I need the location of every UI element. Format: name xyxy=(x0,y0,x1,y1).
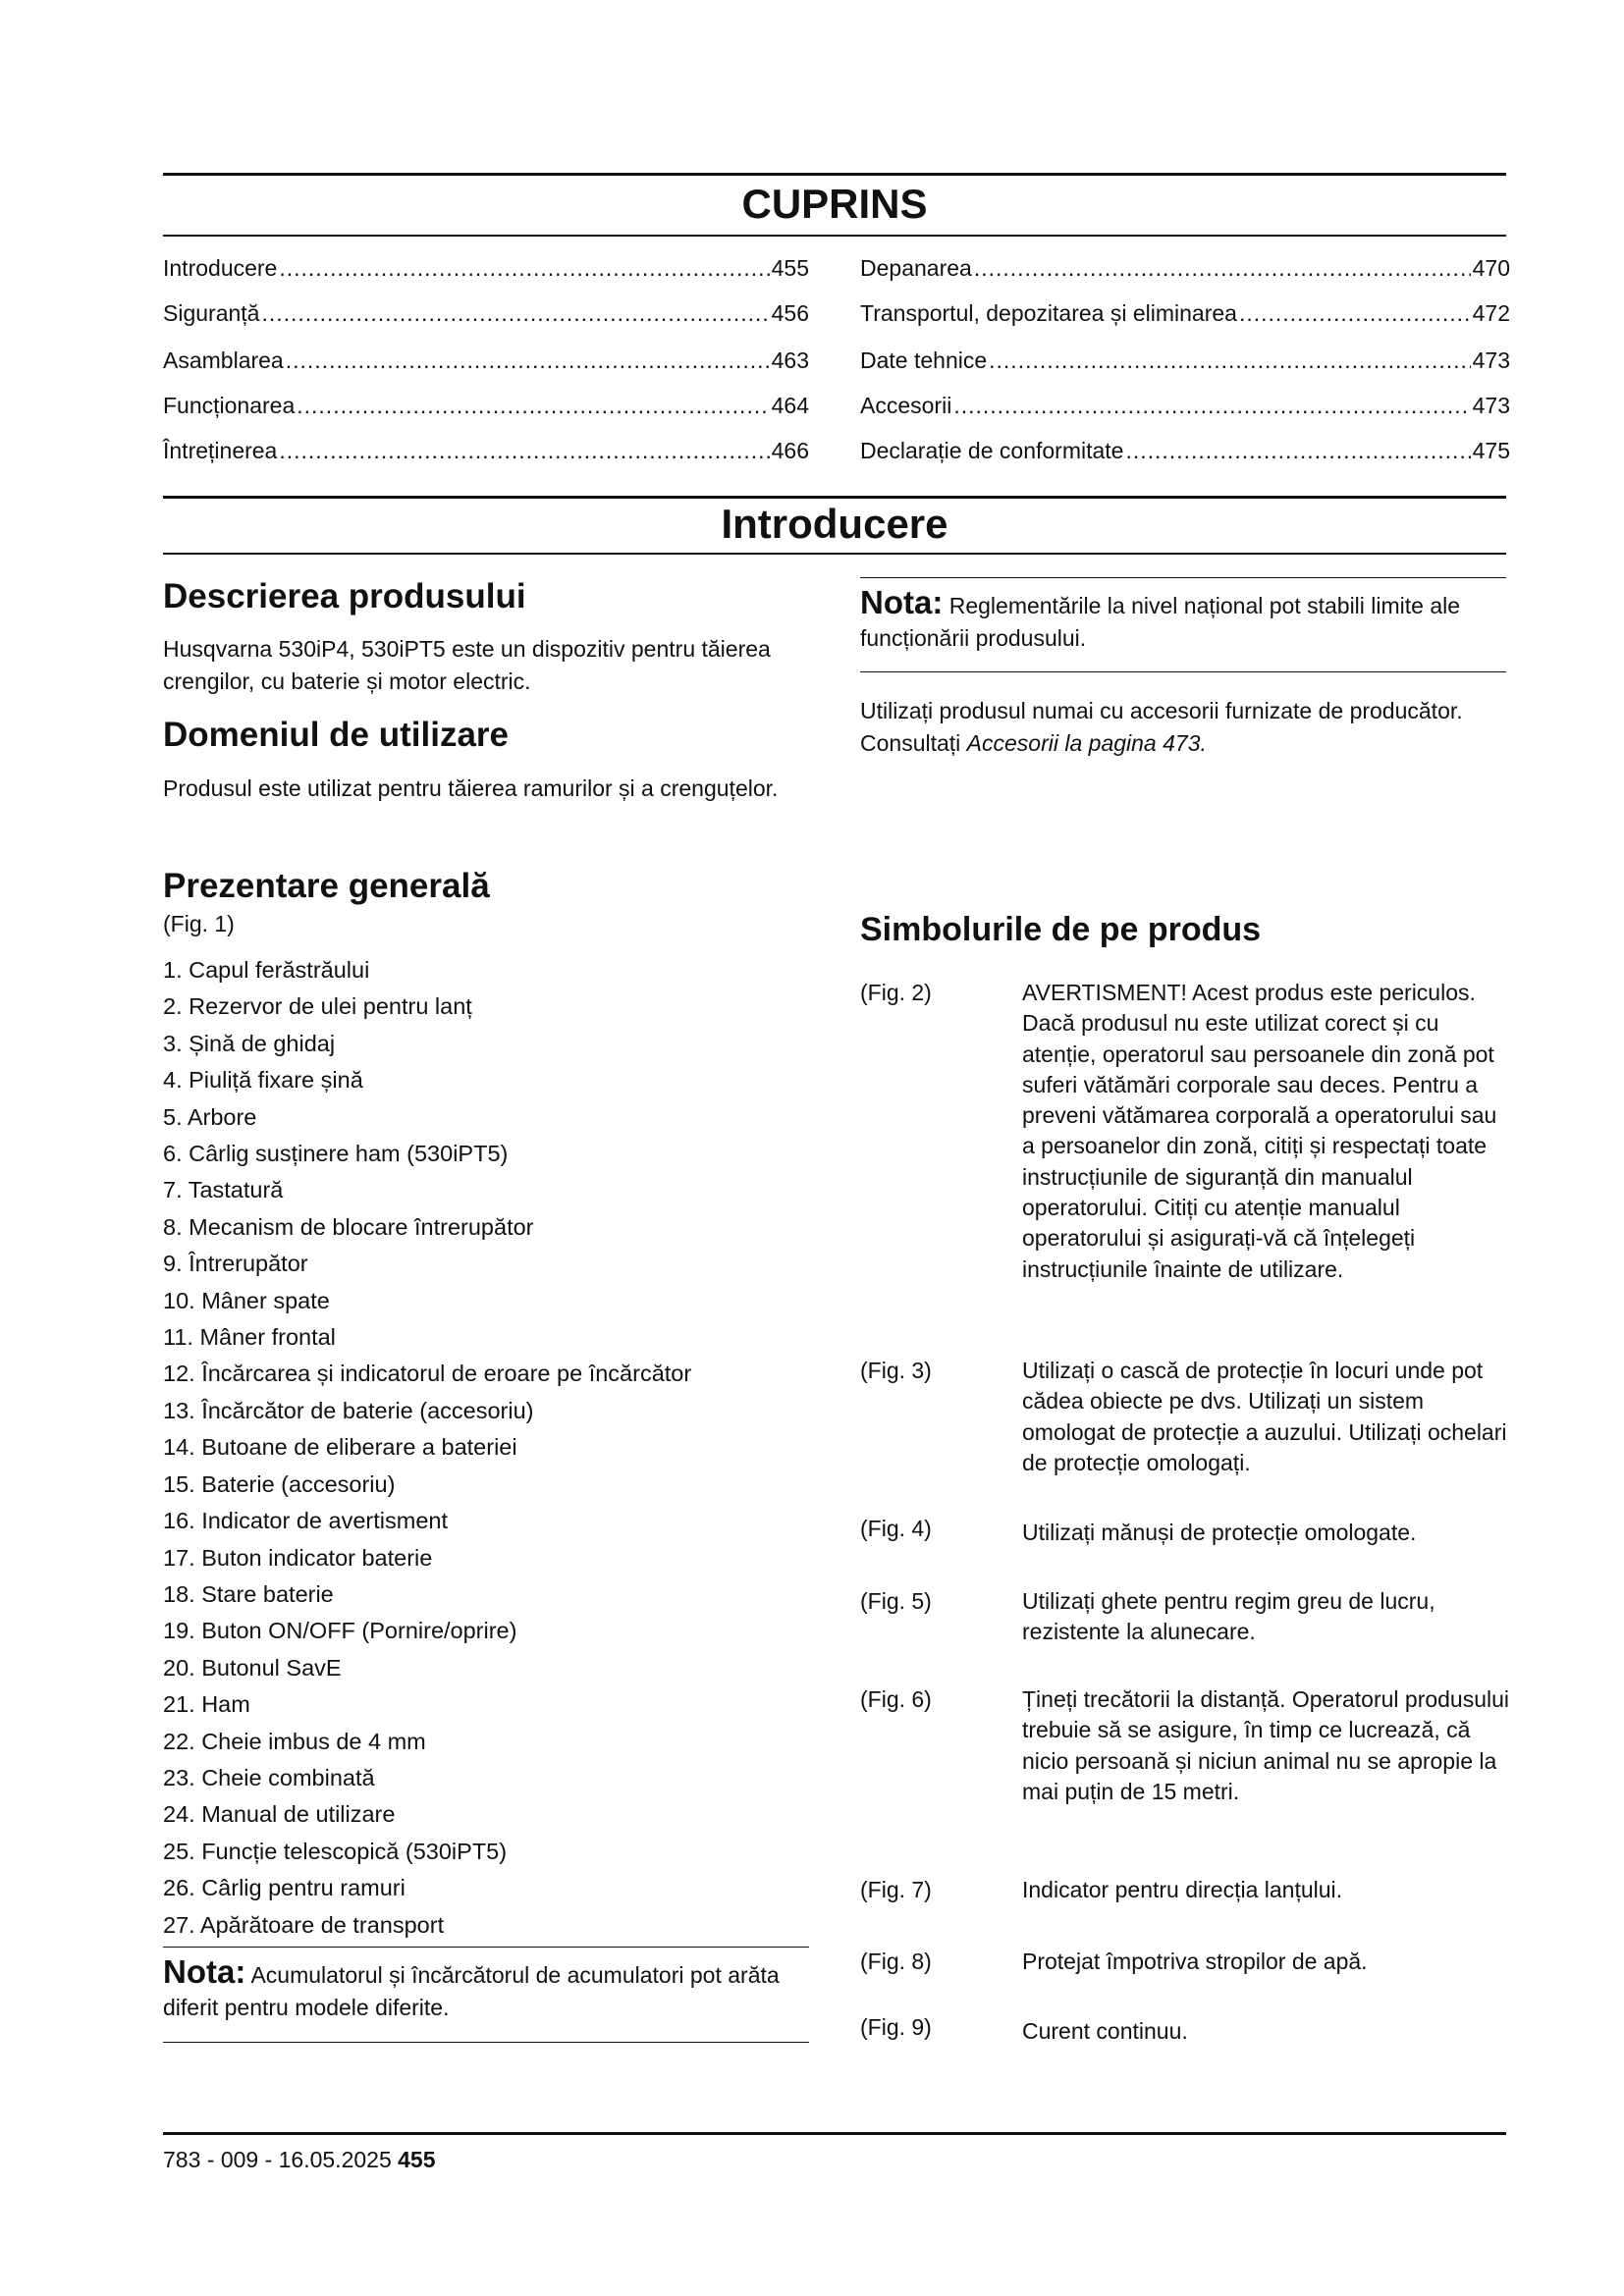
list-item: 14. Butoane de eliberare a bateriei xyxy=(163,1434,517,1461)
list-item: 25. Funcție telescopică (530iPT5) xyxy=(163,1838,508,1864)
accesorii-paragraph xyxy=(860,695,1489,760)
intro-title-rule xyxy=(163,553,1506,555)
descriere-heading: Descrierea produsului xyxy=(163,577,526,615)
list-item: 6. Cârlig susținere ham (530iPT5) xyxy=(163,1141,509,1167)
list-item: 18. Stare baterie xyxy=(163,1580,334,1607)
list-item: 11. Mâner frontal xyxy=(163,1324,336,1351)
intro-title: Introducere xyxy=(721,501,948,547)
symbol-description: Utilizați mănuși de protecție omologate. xyxy=(1022,1520,1417,1545)
symbol-fig-label: (Fig. 2) xyxy=(860,980,932,1005)
list-item: 16. Indicator de avertisment xyxy=(163,1508,448,1534)
symbol-fig-label: (Fig. 7) xyxy=(860,1877,932,1902)
descriere-text: Husqvarna 530iP4, 530iPT5 este un dispozitiv pentru tăierea crengilor, cu baterie și motor electric. xyxy=(163,636,771,694)
symbol-fig-label: (Fig. 9) xyxy=(860,2014,932,2040)
list-item: 8. Mecanism de blocare întrerupător xyxy=(163,1213,534,1240)
nota-text: Reglementările la nivel național pot stabili limite ale funcționării produsului. xyxy=(860,593,1461,651)
page-number: 455 xyxy=(398,2147,436,2172)
nota-left-bottom-rule xyxy=(163,2042,809,2043)
toc-entry[interactable]: Accesorii ..... 473 xyxy=(860,391,1510,420)
nota-left xyxy=(163,1955,809,2024)
list-item: 12. Încărcarea și indicatorul de eroare pe încărcător xyxy=(163,1361,692,1387)
symbol-fig-label: (Fig. 8) xyxy=(860,1949,932,1974)
list-item: 26. Cârlig pentru ramuri xyxy=(163,1875,406,1901)
accesorii-text: Utilizați produsul numai cu accesorii furnizate de producător. Consultați xyxy=(860,698,1463,756)
list-item: 17. Buton indicator baterie xyxy=(163,1544,433,1571)
list-item: 23. Cheie combinată xyxy=(163,1764,375,1790)
footer-code: 783 - 009 - 16.05.2025 xyxy=(163,2147,392,2172)
toc-title: CUPRINS xyxy=(741,181,928,227)
nota-right xyxy=(860,586,1506,655)
symbol-fig-label: (Fig. 5) xyxy=(860,1588,932,1614)
toc-entry[interactable]: Introducere ..... 455 xyxy=(163,253,809,283)
prezentare-heading: Prezentare generală xyxy=(163,867,490,905)
symbol-description: AVERTISMENT! Acest produs este periculos. Dacă produsul nu este utilizat corect și cu atenție, operatorul sau persoanele din zonă pot suferi vătămări corporale sau deces. Pentru a preveni vătămarea corporală a operatorului sau a persoanelor din zonă, citiți și respectați toate instrucțiunile de siguranță din manualul operatorului. Citiți cu atenție manualul operatorului și asigurați-vă că înțelegeți instrucțiunile înainte de utilizare. xyxy=(1022,980,1497,1282)
symbol-description: Protejat împotriva stropilor de apă. xyxy=(1022,1949,1368,1974)
list-item: 22. Cheie imbus de 4 mm xyxy=(163,1728,426,1754)
toc-entry[interactable]: Asamblarea ..... 463 xyxy=(163,346,809,375)
nota-text: Acumulatorul și încărcătorul de acumulatori pot arăta diferit pentru modele diferite. xyxy=(163,1962,780,2020)
list-item: 19. Buton ON/OFF (Pornire/oprire) xyxy=(163,1618,517,1644)
toc-entry[interactable]: Siguranță ..... 456 xyxy=(163,298,809,328)
list-item: 4. Piuliță fixare șină xyxy=(163,1067,363,1094)
symbol-fig-label: (Fig. 4) xyxy=(860,1516,932,1541)
nota-label: Nota: xyxy=(163,1953,246,1990)
nota-right-bottom-rule xyxy=(860,671,1506,672)
list-item: 1. Capul ferăstrăului xyxy=(163,957,370,983)
toc-entry[interactable]: Transportul, depozitarea și eliminarea ..... 472 xyxy=(860,298,1510,328)
symbol-description: Țineți trecătorii la distanță. Operatorul produsului trebuie să se asigure, în timp ce lucrează, că nicio persoană și niciun animal nu se apropie la mai puțin de 15 metri. xyxy=(1022,1686,1510,1804)
symbol-fig-label: (Fig. 6) xyxy=(860,1686,932,1712)
toc-entry[interactable]: Date tehnice ..... 473 xyxy=(860,346,1510,375)
list-item: 2. Rezervor de ulei pentru lanț xyxy=(163,993,472,1020)
list-item: 3. Șină de ghidaj xyxy=(163,1030,336,1056)
accesorii-link[interactable]: Accesorii la pagina 473. xyxy=(966,730,1207,756)
toc-entry[interactable]: Întreținerea ..... 466 xyxy=(163,436,809,465)
prezentare-fig: (Fig. 1) xyxy=(163,911,235,936)
list-item: 7. Tastatură xyxy=(163,1177,284,1203)
list-item: 5. Arbore xyxy=(163,1103,257,1130)
toc-entry[interactable]: Depanarea ..... 470 xyxy=(860,253,1510,283)
nota-right-top-rule xyxy=(860,577,1506,578)
list-item: 9. Întrerupător xyxy=(163,1251,308,1277)
page-footer xyxy=(163,2145,436,2174)
list-item: 20. Butonul SavE xyxy=(163,1654,342,1681)
list-item: 13. Încărcător de baterie (accesoriu) xyxy=(163,1397,534,1423)
domeniu-text: Produsul este utilizat pentru tăierea ramurilor și a crenguțelor. xyxy=(163,775,779,801)
symbol-description: Utilizați o cască de protecție în locuri unde pot cădea obiecte pe dvs. Utilizați un sistem omologat de protecție a auzului. Utilizați ochelari de protecție omologați. xyxy=(1022,1358,1507,1475)
footer-rule xyxy=(163,2132,1506,2135)
toc-entry[interactable]: Funcționarea ..... 464 xyxy=(163,391,809,420)
nota-left-top-rule xyxy=(163,1947,809,1948)
symbol-description: Utilizați ghete pentru regim greu de lucru, rezistente la alunecare. xyxy=(1022,1588,1435,1645)
list-item: 27. Apărătoare de transport xyxy=(163,1911,445,1938)
symbol-fig-label: (Fig. 3) xyxy=(860,1358,932,1383)
symbol-description: Indicator pentru direcția lanțului. xyxy=(1022,1877,1343,1902)
symbol-description: Curent continuu. xyxy=(1022,2018,1188,2044)
toc-title-rule xyxy=(163,235,1506,237)
list-item: 15. Baterie (accesoriu) xyxy=(163,1470,396,1497)
component-list xyxy=(163,952,691,1944)
domeniu-heading: Domeniul de utilizare xyxy=(163,716,509,754)
simboluri-heading: Simbolurile de pe produs xyxy=(860,911,1262,948)
toc-entry[interactable]: Declarație de conformitate ..... 475 xyxy=(860,436,1510,465)
list-item: 24. Manual de utilizare xyxy=(163,1801,396,1828)
list-item: 10. Mâner spate xyxy=(163,1287,330,1313)
nota-label: Nota: xyxy=(860,584,944,620)
list-item: 21. Ham xyxy=(163,1691,250,1718)
